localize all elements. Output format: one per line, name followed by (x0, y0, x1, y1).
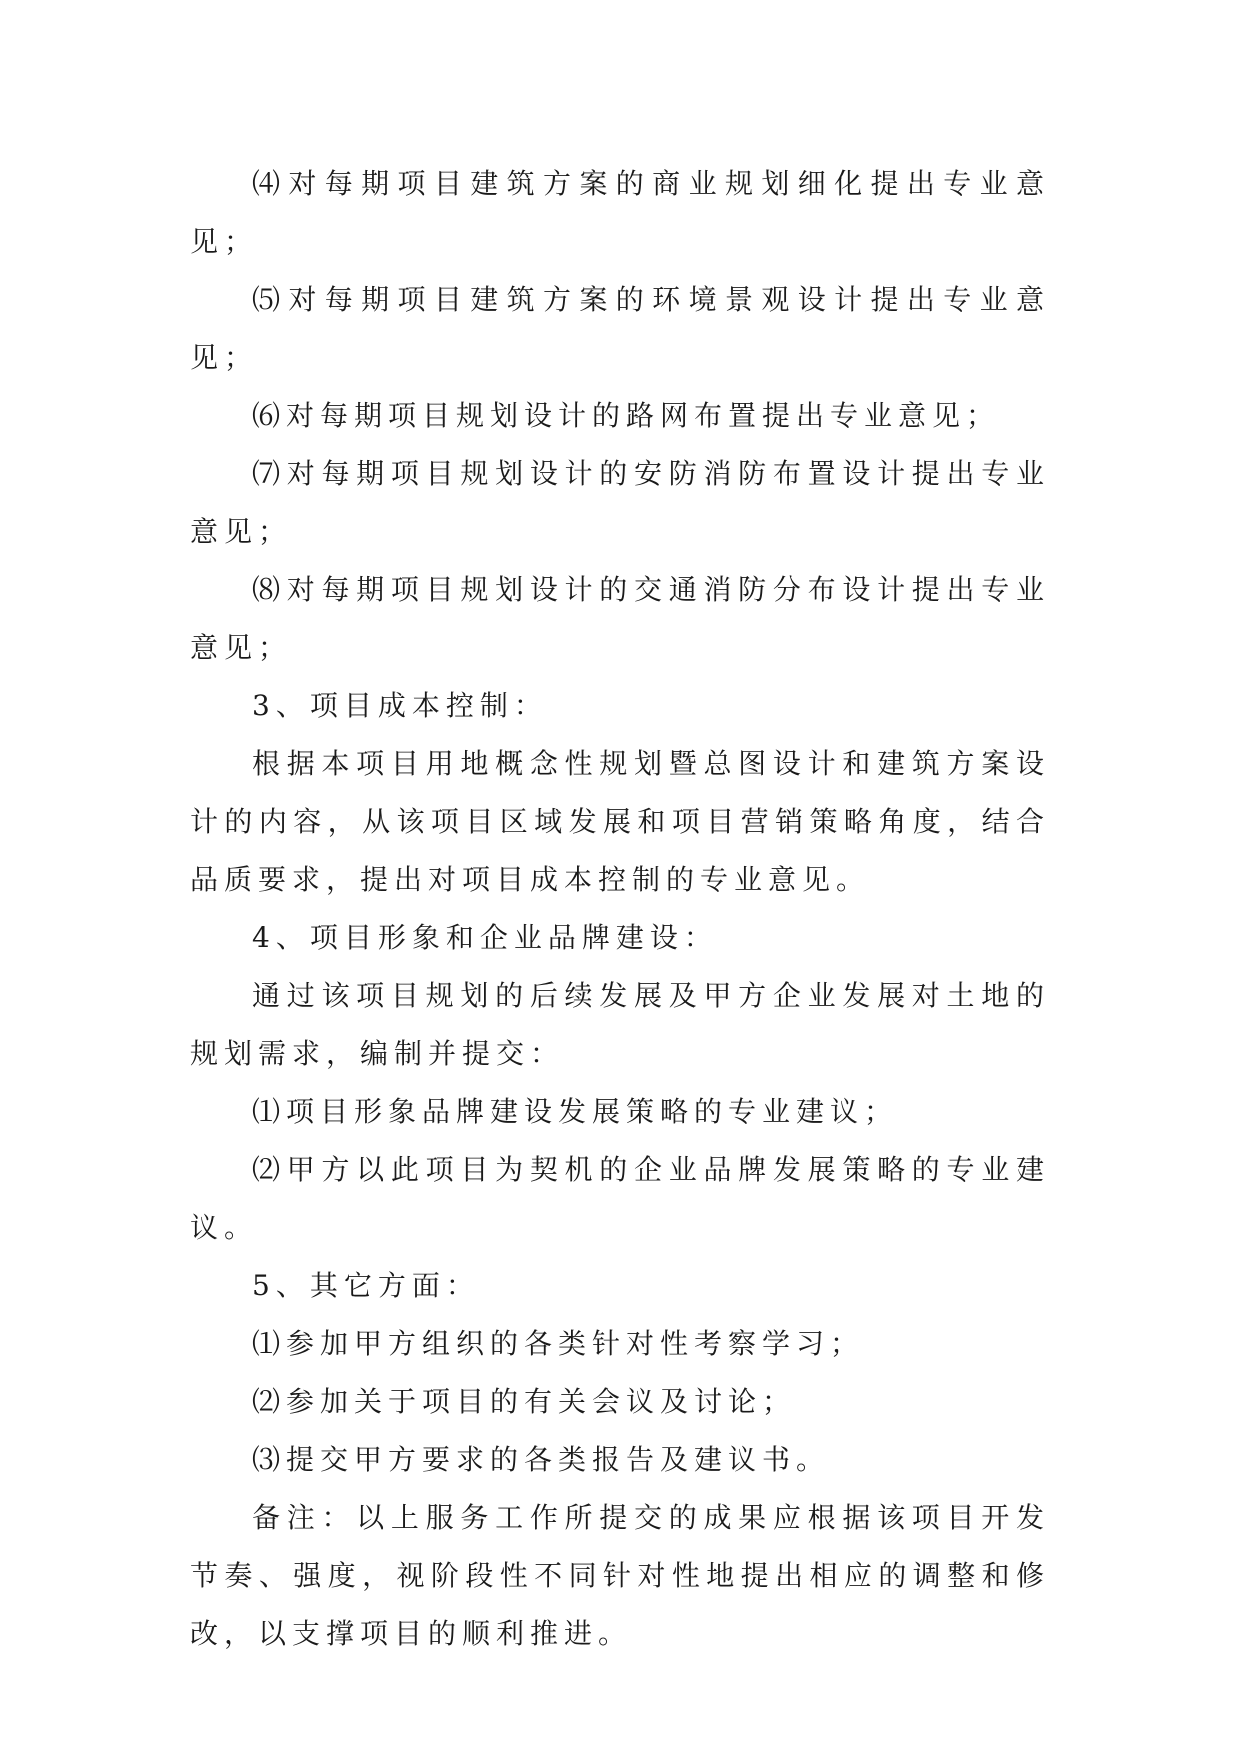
document-body (190, 155, 1050, 1663)
list-item-5-landscape-design: ⑸对每期项目建筑方案的环境景观设计提出专业意见； (190, 283, 1050, 374)
list-item-2-meetings: ⑵参加关于项目的有关会议及讨论； (252, 1385, 797, 1418)
list-item-7-security-fire: ⑺对每期项目规划设计的安防消防布置设计提出专业意见； (190, 457, 1050, 548)
list-item-1-study-trips: ⑴参加甲方组织的各类针对性考察学习； (252, 1327, 865, 1360)
section-heading-brand-building: 4、项目形象和企业品牌建设： (252, 921, 718, 954)
paragraph-remarks: 备注：以上服务工作所提交的成果应根据该项目开发节奏、强度，视阶段性不同针对性地提出相应的调整和修改，以支撑项目的顺利推进。 (190, 1501, 1050, 1650)
list-item-6-road-network: ⑹对每期项目规划设计的路网布置提出专业意见； (252, 399, 1001, 432)
list-item-2-enterprise-brand: ⑵甲方以此项目为契机的企业品牌发展策略的专业建议。 (190, 1153, 1050, 1244)
paragraph-brand-building: 通过该项目规划的后续发展及甲方企业发展对土地的规划需求，编制并提交： (190, 979, 1050, 1070)
list-item-8-traffic-fire: ⑻对每期项目规划设计的交通消防分布设计提出专业意见； (190, 573, 1050, 664)
list-item-3-reports: ⑶提交甲方要求的各类报告及建议书。 (252, 1443, 831, 1476)
list-item-4-business-planning: ⑷对每期项目建筑方案的商业规划细化提出专业意见； (190, 167, 1050, 258)
paragraph-cost-control: 根据本项目用地概念性规划暨总图设计和建筑方案设计的内容，从该项目区域发展和项目营销策略角度，结合品质要求，提出对项目成本控制的专业意见。 (190, 747, 1050, 896)
section-heading-cost-control: 3、项目成本控制： (252, 689, 548, 722)
section-heading-other-aspects: 5、其它方面： (252, 1269, 480, 1302)
list-item-1-brand-strategy: ⑴项目形象品牌建设发展策略的专业建议； (252, 1095, 899, 1128)
